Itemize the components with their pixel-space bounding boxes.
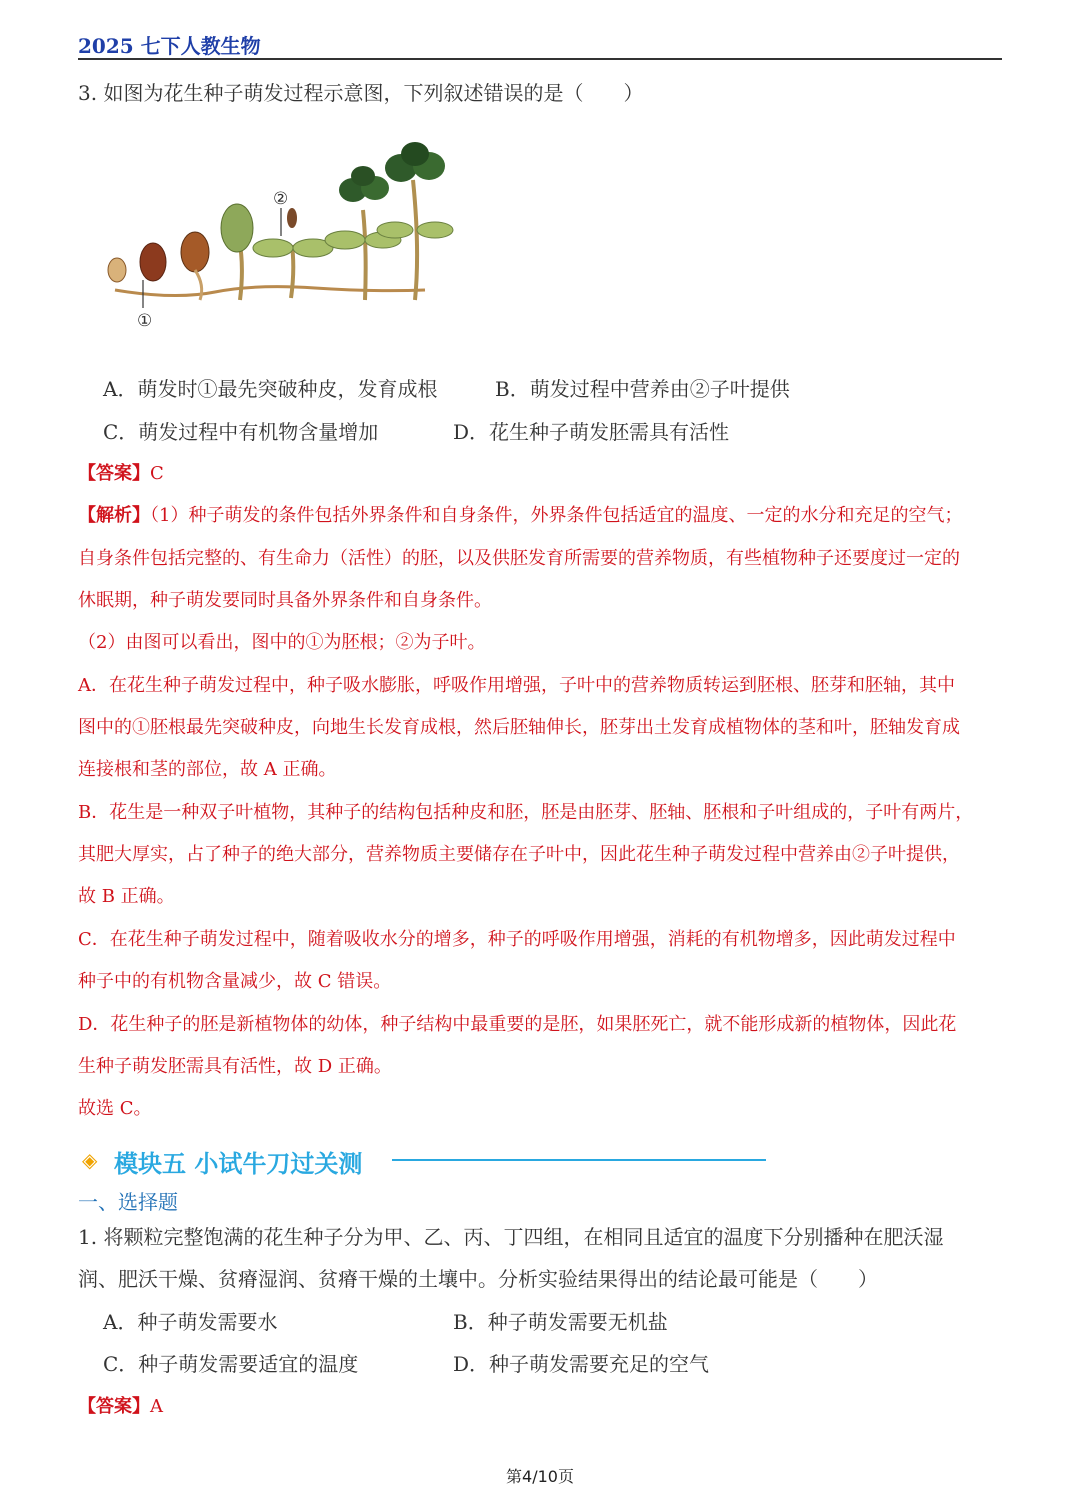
q3-analysis-line-14: 生种子萌发胚需具有活性，故 D 正确。 [78, 1056, 392, 1077]
q1-answer-label: 【答案】 [78, 1396, 150, 1417]
seed-stage-3 [181, 232, 209, 272]
seedling-stage-4 [221, 204, 253, 252]
q3-option-d: D．花生种子萌发胚需具有活性 [453, 420, 730, 444]
q3-analysis-line-1: 【解析】（1）种子萌发的条件包括外界条件和自身条件，外界条件包括适宜的温度、一定的水分和充足的空气； [78, 505, 963, 526]
q1-answer [78, 1394, 163, 1420]
answer-value: C [150, 463, 164, 484]
question-3-stem: 3. 如图为花生种子萌发过程示意图，下列叙述错误的是（ ） [78, 81, 644, 105]
analysis-label: 【解析】 [78, 505, 150, 526]
figure-label-2: ② [273, 189, 289, 209]
q1-option-d: D．种子萌发需要充足的空气 [453, 1352, 710, 1376]
q3-analysis-line-10: 故 B 正确。 [78, 886, 175, 907]
seed-stage-1 [108, 258, 126, 282]
peanut-germination-figure [95, 140, 475, 340]
q3-analysis-line-5: A．在花生种子萌发过程中，种子吸水膨胀，呼吸作用增强，子叶中的营养物质转运到胚根、胚芽和胚轴，其中 [78, 675, 955, 696]
header-title: 2025 七下人教生物 [78, 34, 261, 58]
section-title: 一、选择题 [78, 1190, 178, 1214]
q3-analysis-line-12: 种子中的有机物含量减少，故 C 错误。 [78, 971, 392, 992]
figure-label-1: ① [137, 311, 153, 331]
q1-answer-value: A [150, 1396, 163, 1417]
q3-analysis-line-13: D．花生种子的胚是新植物体的幼体，种子结构中最重要的是胚，如果胚死亡，就不能形成新的植物体，因此花 [78, 1014, 957, 1035]
q1-option-b: B．种子萌发需要无机盐 [453, 1310, 668, 1334]
q3-analysis-line-4: （2）由图可以看出，图中的①为胚根；②为子叶。 [78, 632, 486, 653]
q3-analysis-line-7: 连接根和茎的部位，故 A 正确。 [78, 759, 337, 780]
root-line [115, 287, 425, 296]
q3-analysis-line-3: 休眠期，种子萌发要同时具备外界条件和自身条件。 [78, 590, 492, 611]
q3-analysis-line-6: 图中的①胚根最先突破种皮，向地生长发育成根，然后胚轴伸长，胚芽出土发育成植物体的茎和叶，胚轴发育成 [78, 717, 960, 738]
q1-stem-line-2: 润、肥沃干燥、贫瘠湿润、贫瘠干燥的土壤中。分析实验结果得出的结论最可能是（ ） [78, 1267, 878, 1291]
q3-answer [78, 461, 164, 487]
q3-option-b: B．萌发过程中营养由②子叶提供 [495, 377, 790, 401]
q3-analysis-line-15: 故选 C。 [78, 1098, 152, 1119]
module-heading [80, 1140, 770, 1180]
cotyledon-left [253, 239, 293, 257]
q3-option-c: C．萌发过程中有机物含量增加 [103, 420, 379, 444]
q3-analysis-line-2: 自身条件包括完整的、有生命力（活性）的胚，以及供胚发育所需要的营养物质，有些植物种子还要度过一定的 [78, 548, 960, 569]
module-title: 模块五 小试牛刀过关测 [114, 1150, 363, 1178]
answer-label: 【答案】 [78, 463, 150, 484]
q3-analysis-line-9: 其肥大厚实，占了种子的绝大部分，营养物质主要储存在子叶中，因此花生种子萌发过程中营养由②子叶提供， [78, 844, 960, 865]
q3-analysis-line-8: B．花生是一种双子叶植物，其种子的结构包括种皮和胚，胚是由胚芽、胚轴、胚根和子叶组成的，子叶有两片， [78, 802, 974, 823]
module-divider [392, 1159, 766, 1161]
diamond-icon: ◈ [82, 1148, 98, 1172]
q1-stem-line-1: 1. 将颗粒完整饱满的花生种子分为甲、乙、丙、丁四组，在相同且适宜的温度下分别播种在肥沃湿 [78, 1225, 944, 1249]
page-header [78, 28, 1002, 60]
q3-analysis-line-11: C．在花生种子萌发过程中，随着吸收水分的增多，种子的呼吸作用增强，消耗的有机物增多，因此萌发过程中 [78, 929, 956, 950]
q3-option-a: A．萌发时①最先突破种皮，发育成根 [103, 377, 438, 401]
q1-option-c: C．种子萌发需要适宜的温度 [103, 1352, 359, 1376]
q1-option-a: A．种子萌发需要水 [103, 1310, 278, 1334]
seed-stage-2 [140, 243, 166, 281]
page-number: 第4/10页 [506, 1467, 574, 1486]
